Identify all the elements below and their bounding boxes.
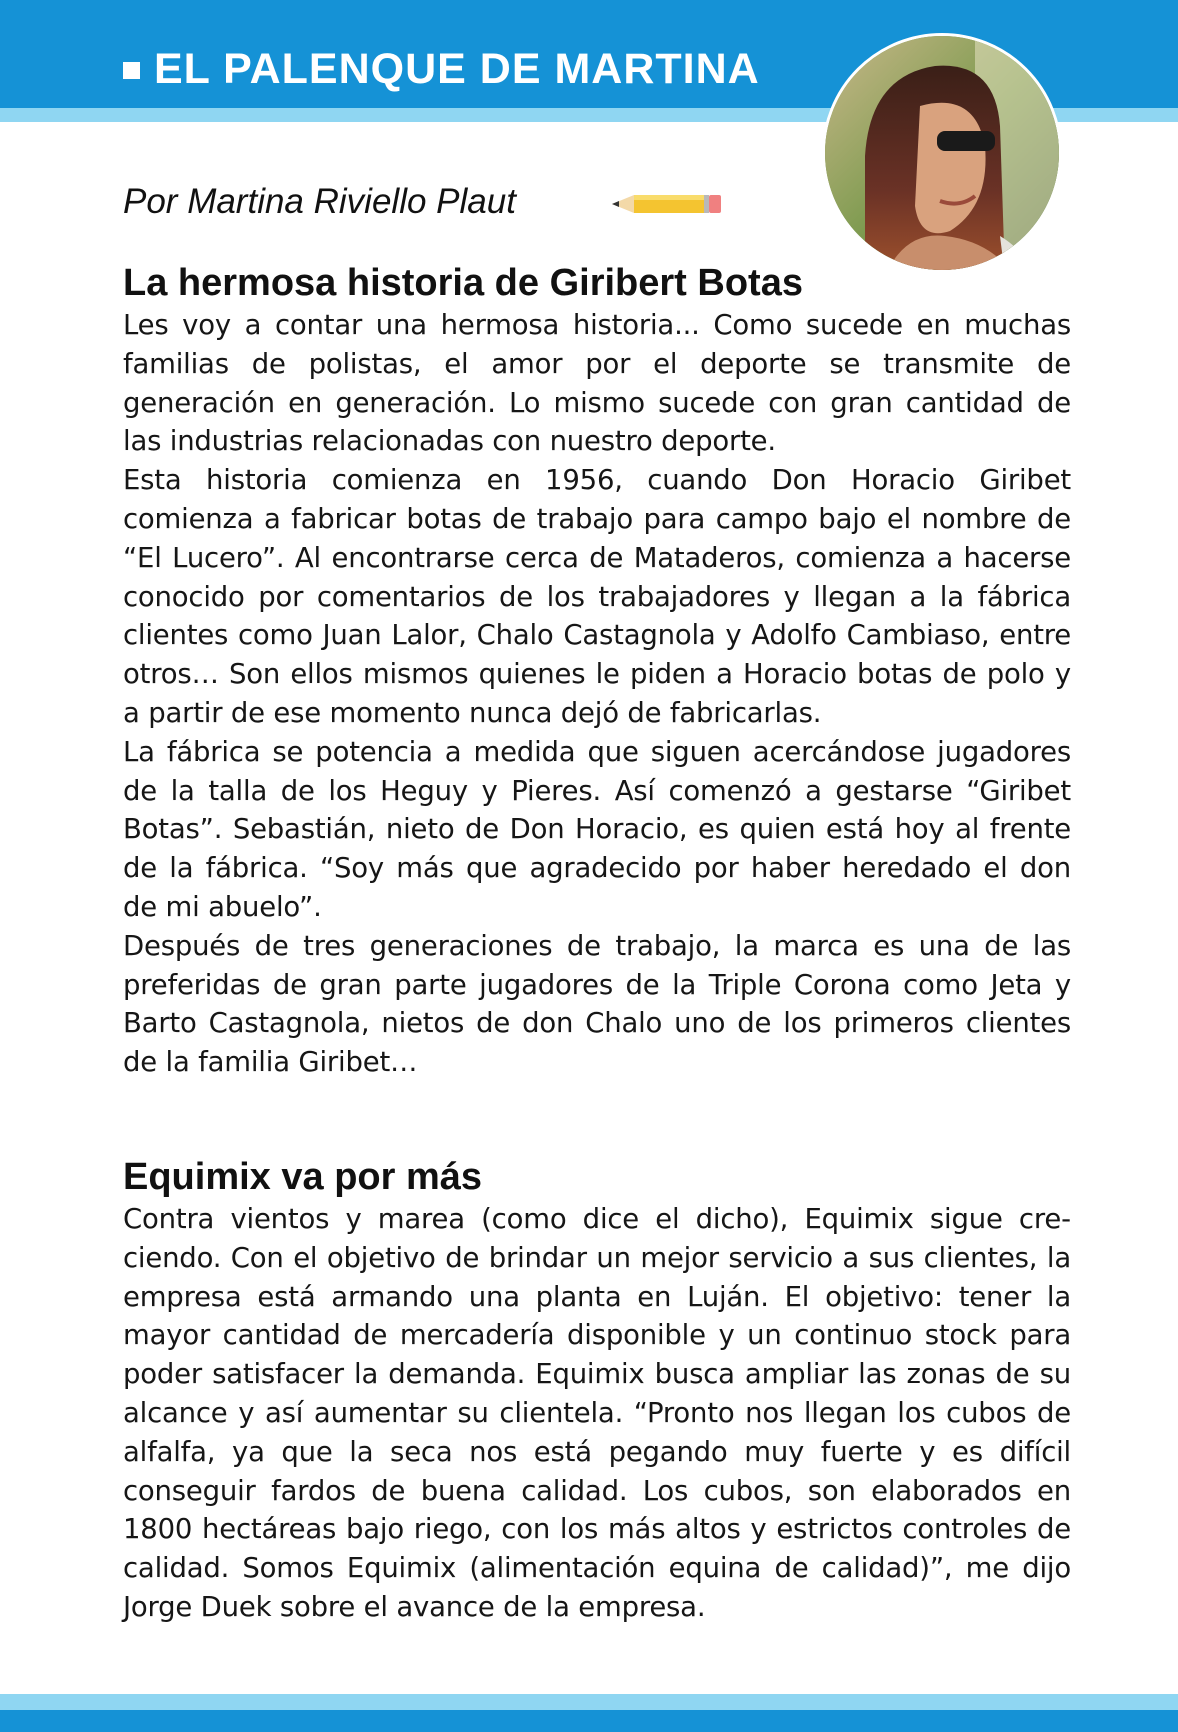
article-paragraph: Les voy a contar una hermosa historia... Como sucede en muchas familias de polistas, el amor por el deporte se transmite de generación en generación. Lo mismo sucede con gran cantidad de las industrias relacionadas con nuestro deporte. bbox=[123, 309, 1071, 458]
article-equimix bbox=[123, 1154, 1071, 1627]
section-title-text: EL PALENQUE DE MARTINA bbox=[154, 45, 760, 93]
article-paragraph: La fábrica se potencia a medida que siguen acercándose jugadores de la talla de los Heguy y Pieres. Así comenzó a gestarse “Giribet Botas”. Sebastián, nieto de Don Horacio, es quien está hoy al frente de la fábrica. “Soy más que agradecido por haber heredado el don de mi abuelo”. bbox=[123, 735, 1071, 923]
article-paragraph: Contra vientos y marea (como dice el dicho), Equimix sigue creciendo. Con el objetivo de brindar un mejor servicio a sus clientes, la empresa está armando una planta en Luján. El objetivo: tener la mayor cantidad de mercadería disponible y un continuo stock para poder satisfacer la demanda. Equimix busca ampliar las zonas de su alcance y así aumentar su clientela. “Pronto nos llegan los cubos de alfalfa, ya que la seca nos está pegando muy fuerte y es difícil conseguir fardos de buena calidad. Los cubos, son elaborados en 1800 hectáreas bajo riego, con los más altos y estrictos controles de calidad. Somos Equimix (alimentación equina de calidad)”, me dijo Jorge Duek sobre el avance de la empresa. bbox=[123, 1203, 1071, 1623]
section-title bbox=[123, 44, 760, 94]
article-paragraph: Después de tres generaciones de trabajo, la marca es una de las preferidas de gran parte jugadores de la Triple Corona como Jeta y Barto Castagnola, nietos de don Chalo uno de los primeros clientes de la familia Giribet… bbox=[123, 929, 1071, 1079]
pencil-icon bbox=[612, 192, 722, 216]
title-bullet-square bbox=[123, 62, 140, 79]
footer-band bbox=[0, 1710, 1178, 1732]
byline: Por Martina Riviello Plaut bbox=[123, 182, 516, 221]
author-photo-illustration bbox=[825, 36, 1062, 273]
footer-stripe bbox=[0, 1694, 1178, 1710]
article-title: Equimix va por más bbox=[123, 1156, 483, 1198]
article-paragraph: Esta historia comienza en 1956, cuando Don Horacio Giribet comienza a fabricar botas de trabajo para campo bajo el nombre de “El Lucero”. Al encontrarse cerca de Mataderos, comienza a hacerse conocido por comentarios de los trabajadores y llegan a la fábrica clientes como Juan Lalor, Chalo Castagnola y Adolfo Cambiaso, entre otros… Son ellos mismos quienes le piden a Horacio botas de polo y a partir de ese momento nunca dejó de fabricarlas. bbox=[123, 464, 1071, 729]
author-photo bbox=[822, 33, 1062, 273]
article-giribet bbox=[123, 260, 1071, 1082]
article-title: La hermosa historia de Giribert Botas bbox=[123, 262, 803, 304]
